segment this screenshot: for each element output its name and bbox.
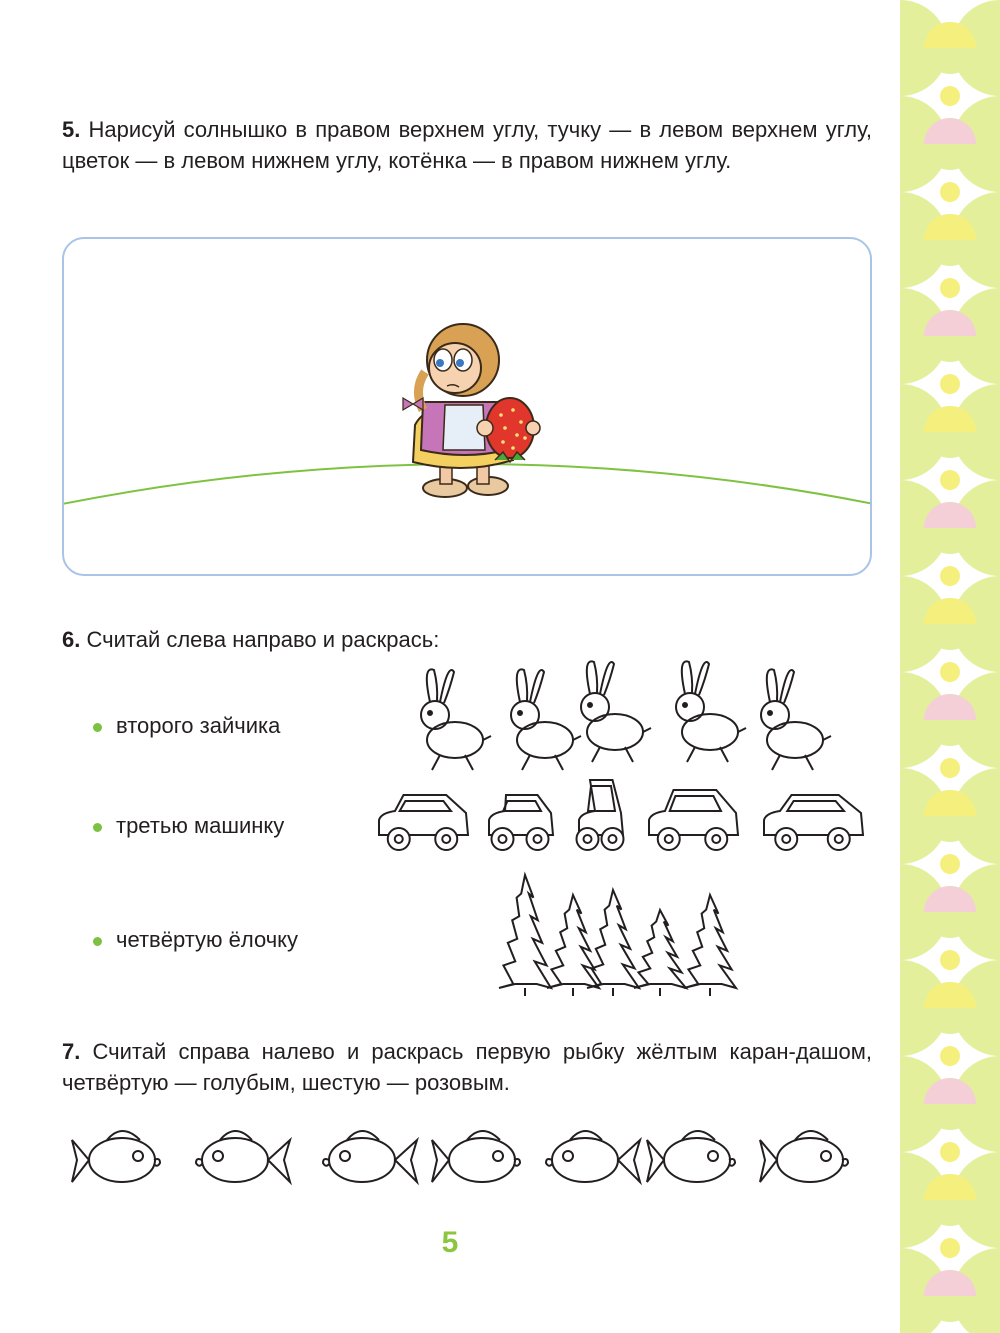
fish-icon <box>323 1131 417 1182</box>
car-icon <box>489 795 553 850</box>
pattern-tile <box>900 1152 1000 1258</box>
bullet-dot <box>93 723 102 732</box>
pattern-tile <box>900 960 1000 1066</box>
car-icon <box>649 790 738 850</box>
page-number: 5 <box>441 1226 459 1259</box>
fish-icon <box>760 1131 848 1182</box>
pattern-tile <box>900 192 1000 298</box>
cars-row <box>375 775 865 865</box>
car-icon <box>577 780 624 850</box>
pattern-tile <box>900 1248 1000 1333</box>
rabbits-row <box>400 662 880 777</box>
pattern-tile <box>900 672 1000 778</box>
pattern-tile <box>900 1056 1000 1162</box>
geometric-pattern <box>900 0 1000 1333</box>
task-7 <box>62 1036 872 1098</box>
car-icon <box>764 795 863 850</box>
pattern-tile <box>900 480 1000 586</box>
rabbit-icon <box>581 661 651 762</box>
pattern-tile <box>900 96 1000 202</box>
girl-with-strawberry-illustration <box>385 310 545 500</box>
bullet-dot <box>93 823 102 832</box>
pattern-tile <box>900 288 1000 394</box>
task-6 <box>62 624 872 655</box>
fir-tree-icon <box>547 895 599 996</box>
task-5-text: Нарисуй солнышко в правом верхнем углу, тучку — в левом верхнем углу, цветок — в левом нижнем углу, котёнка — в правом нижнем углу. <box>62 117 872 173</box>
fir-tree-icon <box>499 875 551 996</box>
pattern-tile <box>900 864 1000 970</box>
fish-icon <box>432 1131 520 1182</box>
fish-icon <box>647 1131 735 1182</box>
pattern-tile <box>900 384 1000 490</box>
fish-icon <box>546 1131 640 1182</box>
decorative-side-strip <box>900 0 1000 1333</box>
rabbit-icon <box>676 661 746 762</box>
rabbit-icon <box>511 669 581 770</box>
pattern-tile <box>900 576 1000 682</box>
bullet-trees <box>93 926 298 954</box>
rabbit-icon <box>761 669 831 770</box>
fir-tree-icon <box>684 895 736 996</box>
bullet-rabbits <box>93 712 280 740</box>
fir-tree-icon <box>587 890 639 996</box>
car-icon <box>379 795 468 850</box>
trees-row <box>495 870 745 1000</box>
task-6-number: 6. <box>62 627 81 652</box>
fish-row <box>62 1112 872 1202</box>
bullet-label: второго зайчика <box>116 713 281 738</box>
pattern-tile <box>900 0 1000 106</box>
task-5 <box>62 114 872 176</box>
bullet-cars <box>93 812 284 840</box>
bullet-dot <box>93 937 102 946</box>
rabbit-icon <box>421 669 491 770</box>
fir-tree-icon <box>634 910 686 996</box>
pattern-tile <box>900 768 1000 874</box>
bullet-label: третью машинку <box>116 813 285 838</box>
task-7-text: Считай справа налево и раскрась первую рыбку жёлтым каран-дашом, четвёртую — голубым, шестую — розовым. <box>62 1039 872 1095</box>
bullet-label: четвёртую ёлочку <box>116 927 299 952</box>
fish-icon <box>72 1131 160 1182</box>
task-5-number: 5. <box>62 117 81 142</box>
task-6-text: Считай слева направо и раскрась: <box>86 627 440 652</box>
fish-icon <box>196 1131 290 1182</box>
task-7-number: 7. <box>62 1039 81 1064</box>
